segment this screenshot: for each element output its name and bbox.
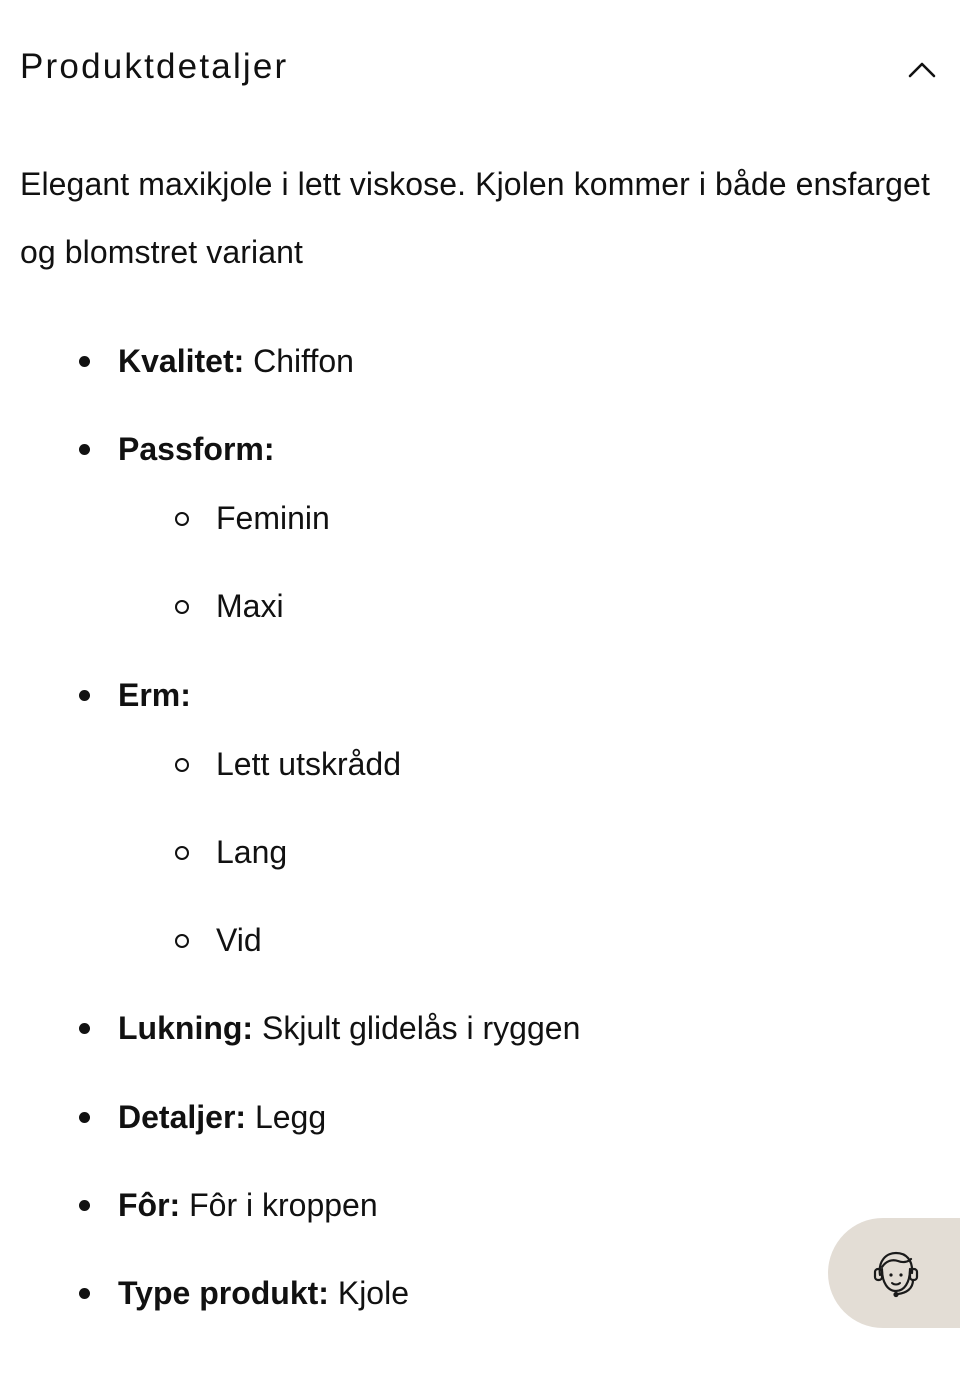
customer-support-icon <box>868 1245 922 1301</box>
accordion-title: Produktdetaljer <box>20 47 289 86</box>
list-subitem-sleeve <box>216 918 262 962</box>
list-item-quality <box>118 339 354 383</box>
circle-bullet-icon <box>175 758 189 772</box>
list-item-fit <box>118 427 275 471</box>
product-description: Elegant maxikjole i lett viskose. Kjolen kommer i både ensfarget og blomstret variant <box>20 166 930 270</box>
detail-value: Maxi <box>216 588 284 624</box>
bullet-icon <box>79 1288 90 1299</box>
circle-bullet-icon <box>175 512 189 526</box>
circle-bullet-icon <box>175 934 189 948</box>
detail-value: Legg <box>246 1099 327 1135</box>
bullet-icon <box>79 1112 90 1123</box>
list-subitem-fit <box>216 496 330 540</box>
detail-label: Fôr: <box>118 1187 181 1223</box>
detail-value: Skjult glidelås i ryggen <box>253 1010 581 1046</box>
detail-label: Type produkt: <box>118 1275 329 1311</box>
circle-bullet-icon <box>175 600 189 614</box>
detail-label: Lukning: <box>118 1010 254 1046</box>
chevron-up-icon <box>896 48 948 88</box>
list-item-lining <box>118 1183 378 1227</box>
list-subitem-fit <box>216 584 284 628</box>
bullet-icon <box>79 1023 90 1034</box>
detail-value: Vid <box>216 922 262 958</box>
list-subitem-sleeve <box>216 830 287 874</box>
detail-value: Chiffon <box>244 343 354 379</box>
detail-value: Feminin <box>216 500 330 536</box>
list-item-product-type <box>118 1271 409 1315</box>
detail-label: Kvalitet: <box>118 343 245 379</box>
detail-value: Fôr i kroppen <box>180 1187 378 1223</box>
detail-value: Kjole <box>328 1275 409 1311</box>
list-subitem-sleeve <box>216 742 401 786</box>
bullet-icon <box>79 690 90 701</box>
bullet-icon <box>79 356 90 367</box>
detail-value: Lang <box>216 834 288 870</box>
bullet-icon <box>79 444 90 455</box>
detail-label: Erm: <box>118 677 191 713</box>
bullet-icon <box>79 1200 90 1211</box>
chat-support-button[interactable] <box>828 1218 960 1328</box>
list-item-sleeve <box>118 673 191 717</box>
detail-label: Passform: <box>118 431 275 467</box>
collapse-toggle-button[interactable] <box>896 48 948 88</box>
circle-bullet-icon <box>175 846 189 860</box>
detail-label: Detaljer: <box>118 1099 247 1135</box>
list-item-details <box>118 1095 326 1139</box>
detail-value: Lett utskrådd <box>216 746 401 782</box>
list-item-closure <box>118 1006 580 1050</box>
accordion-header[interactable] <box>0 0 960 132</box>
